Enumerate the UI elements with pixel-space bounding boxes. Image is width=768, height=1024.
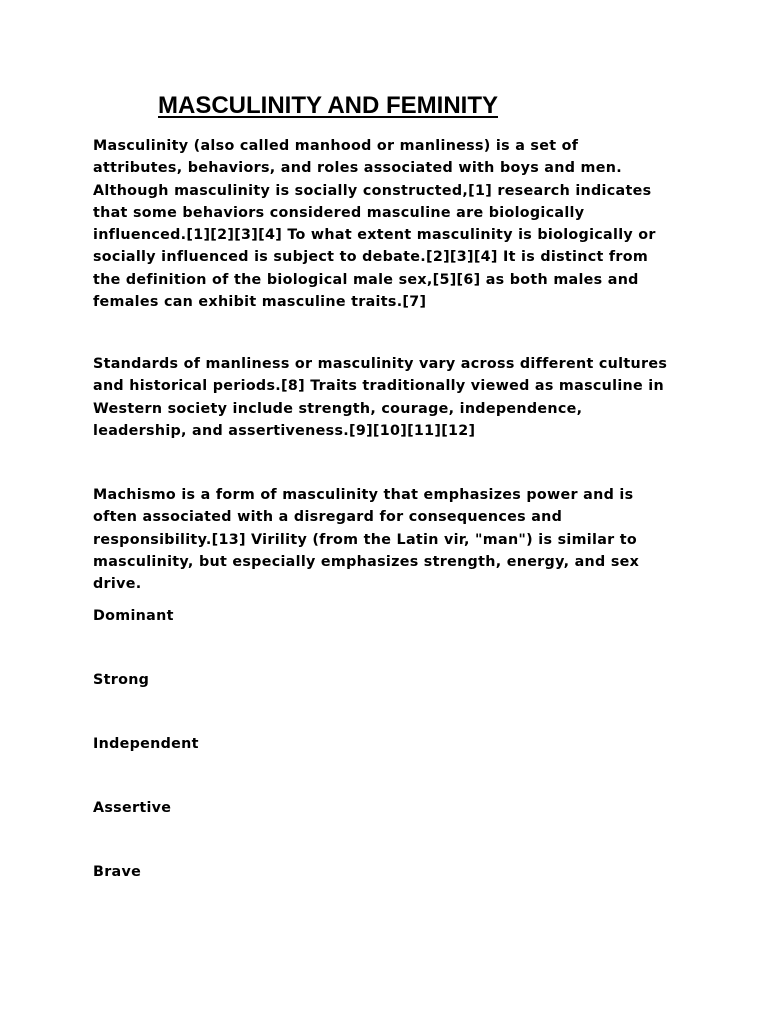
text-line: Machismo is a form of masculinity that emphasizes power and is xyxy=(93,487,634,503)
text-line: leadership, and assertiveness.[9][10][11][12] xyxy=(93,422,476,439)
text-line: responsibility.[13] Virility (from the Latin vir, "man") is similar to xyxy=(93,531,638,548)
text-line: drive. xyxy=(93,576,142,593)
trait-independent: Independent xyxy=(93,736,199,752)
trait-dominant: Dominant xyxy=(93,608,174,624)
text-line: Although masculinity is socially constructed,[1] research indicates xyxy=(93,182,652,199)
trait-strong: Strong xyxy=(93,672,150,688)
text-line: Western society include strength, courage, independence, xyxy=(93,400,583,417)
text-line: and historical periods.[8] Traits traditionally viewed as masculine in xyxy=(93,378,664,395)
text-line: attributes, behaviors, and roles associated with boys and men. xyxy=(93,160,622,177)
text-line: that some behaviors considered masculine are biologically xyxy=(93,204,585,221)
text-line: Masculinity (also called manhood or manliness) is a set of xyxy=(93,138,579,154)
text-line: the definition of the biological male sex,[5][6] as both males and xyxy=(93,271,639,288)
text-line: socially influenced is subject to debate.[2][3][4] It is distinct from xyxy=(93,249,649,266)
trait-brave: Brave xyxy=(93,864,142,880)
text-line: influenced.[1][2][3][4] To what extent masculinity is biologically or xyxy=(93,227,656,244)
paragraph-standards xyxy=(93,353,693,442)
text-line: females can exhibit masculine traits.[7] xyxy=(93,294,427,311)
text-line: masculinity, but especially emphasizes strength, energy, and sex xyxy=(93,553,640,570)
page-title: MASCULINITY AND FEMINITY xyxy=(158,92,498,119)
paragraph-machismo xyxy=(93,484,693,595)
text-line: often associated with a disregard for consequences and xyxy=(93,509,563,526)
trait-assertive: Assertive xyxy=(93,800,172,816)
paragraph-definition xyxy=(93,135,693,313)
text-line: Standards of manliness or masculinity vary across different cultures xyxy=(93,356,668,372)
